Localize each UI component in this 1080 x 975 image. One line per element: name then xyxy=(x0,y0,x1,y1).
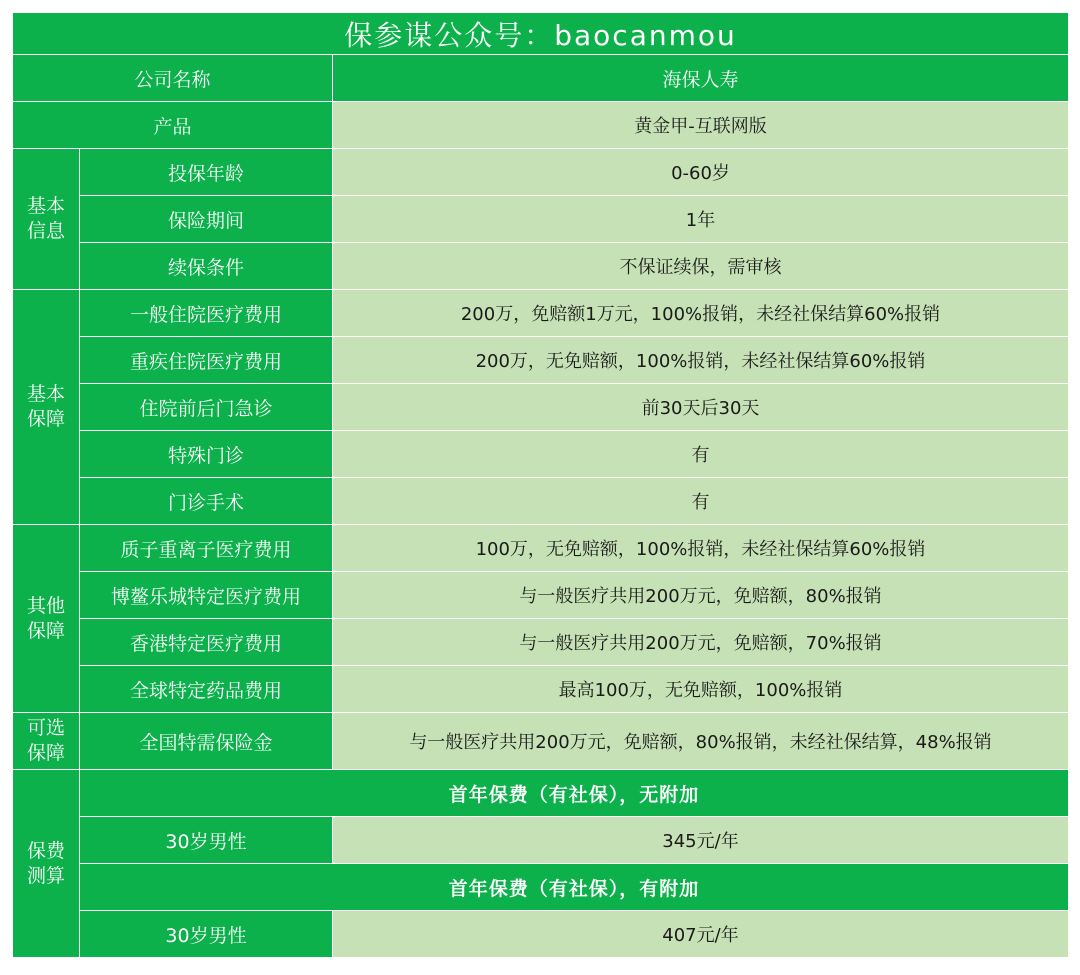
row-value: 407元/年 xyxy=(333,911,1069,958)
row-value: 0-60岁 xyxy=(333,149,1069,196)
product-label: 产品 xyxy=(13,102,333,149)
row-value: 200万，免赔额1万元，100%报销，未经社保结算60%报销 xyxy=(333,290,1069,337)
group-other-coverage-label: 其他 保障 xyxy=(26,594,65,642)
row-value: 与一般医疗共用200万元，免赔额，70%报销 xyxy=(333,619,1069,666)
premium-section-header: 首年保费（有社保），有附加 xyxy=(80,864,1069,911)
row-label: 续保条件 xyxy=(80,243,333,290)
row-label: 全球特定药品费用 xyxy=(80,666,333,713)
row-value: 345元/年 xyxy=(333,817,1069,864)
row-value: 与一般医疗共用200万元，免赔额，80%报销，未经社保结算，48%报销 xyxy=(333,713,1069,770)
insurance-comparison-table xyxy=(12,12,1069,958)
group-premium xyxy=(13,770,80,958)
company-name-value: 海保人寿 xyxy=(333,55,1069,102)
group-optional-coverage-label: 可选 保障 xyxy=(26,717,65,764)
row-value: 最高100万，无免赔额，100%报销 xyxy=(333,666,1069,713)
row-value: 有 xyxy=(333,431,1069,478)
row-label: 特殊门诊 xyxy=(80,431,333,478)
premium-section-header: 首年保费（有社保），无附加 xyxy=(80,770,1069,817)
row-value: 前30天后30天 xyxy=(333,384,1069,431)
row-label: 全国特需保险金 xyxy=(80,713,333,770)
group-basic-info xyxy=(13,149,80,290)
row-value: 1年 xyxy=(333,196,1069,243)
row-label: 门诊手术 xyxy=(80,478,333,525)
row-label: 重疾住院医疗费用 xyxy=(80,337,333,384)
row-label: 香港特定医疗费用 xyxy=(80,619,333,666)
group-basic-coverage xyxy=(13,290,80,525)
row-value: 100万，无免赔额，100%报销，未经社保结算60%报销 xyxy=(333,525,1069,572)
row-value: 与一般医疗共用200万元，免赔额，80%报销 xyxy=(333,572,1069,619)
group-optional-coverage xyxy=(13,713,80,770)
row-label: 投保年龄 xyxy=(80,149,333,196)
page-title: 保参谋公众号：baocanmou xyxy=(13,13,1069,55)
group-other-coverage xyxy=(13,525,80,713)
row-label: 30岁男性 xyxy=(80,817,333,864)
row-value: 200万，无免赔额，100%报销，未经社保结算60%报销 xyxy=(333,337,1069,384)
group-basic-coverage-label: 基本 保障 xyxy=(26,383,65,430)
row-label: 30岁男性 xyxy=(80,911,333,958)
row-value: 不保证续保，需审核 xyxy=(333,243,1069,290)
group-basic-info-label: 基本 信息 xyxy=(26,195,65,242)
row-label: 保险期间 xyxy=(80,196,333,243)
product-value: 黄金甲-互联网版 xyxy=(333,102,1069,149)
company-name-label: 公司名称 xyxy=(13,55,333,102)
row-label: 住院前后门急诊 xyxy=(80,384,333,431)
row-label: 质子重离子医疗费用 xyxy=(80,525,333,572)
row-label: 博鳌乐城特定医疗费用 xyxy=(80,572,333,619)
group-premium-label: 保费 测算 xyxy=(26,839,65,887)
row-value: 有 xyxy=(333,478,1069,525)
row-label: 一般住院医疗费用 xyxy=(80,290,333,337)
